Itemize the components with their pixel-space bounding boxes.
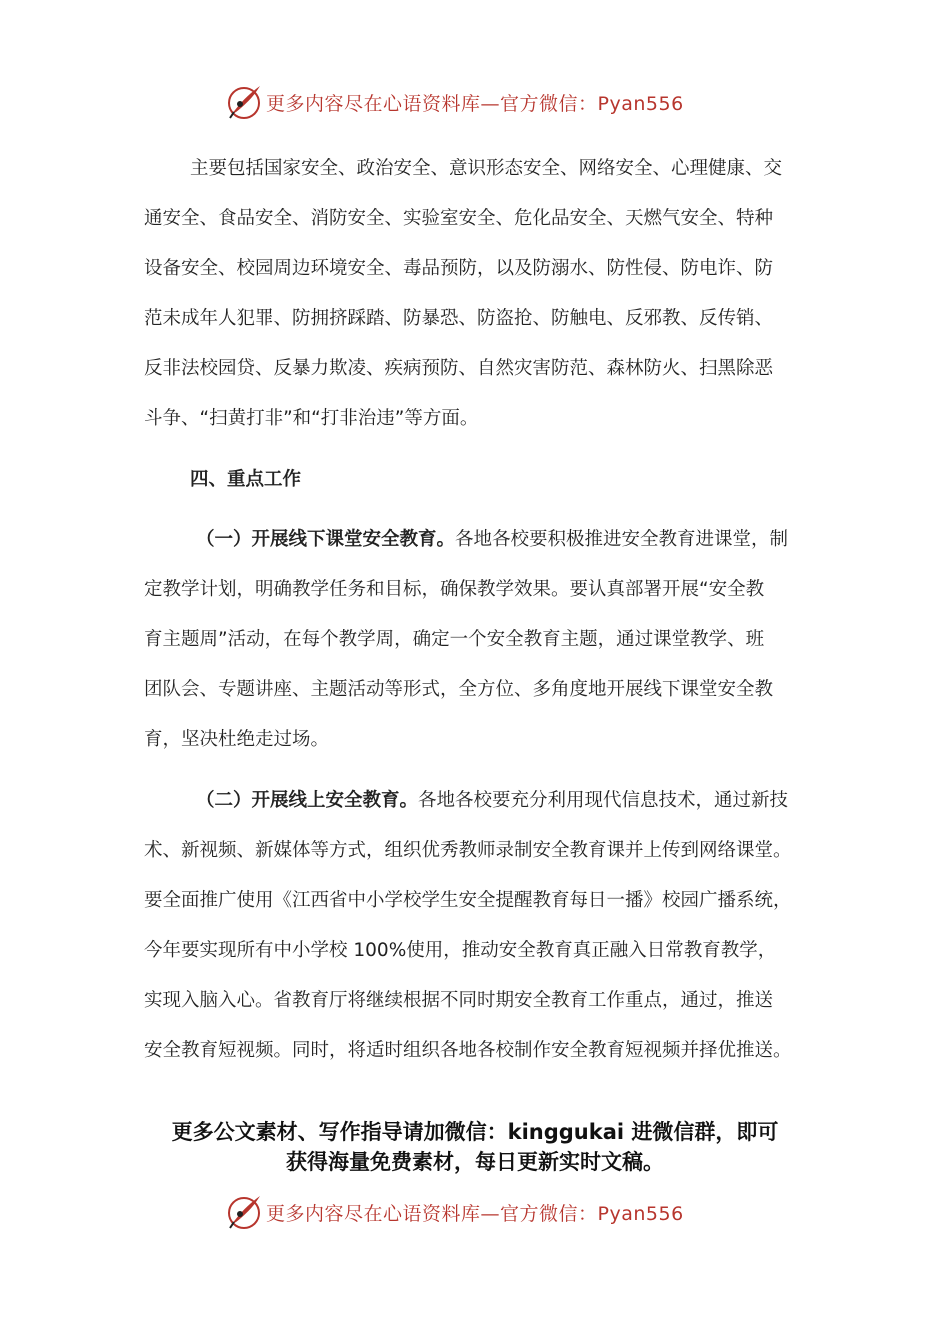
text-line: 团队会、专题讲座、主题活动等形式，全方位、多角度地开展线下课堂安全教 [144, 679, 774, 700]
intro-paragraph [144, 144, 806, 444]
text-line: 术、新视频、新媒体等方式，组织优秀教师录制安全教育课并上传到网络课堂。 [144, 840, 792, 861]
banner-text: 更多内容尽在心语资料库—官方微信：Pyan556 [266, 93, 684, 115]
text-line: 范未成年人犯罪、防拥挤踩踏、防暴恐、防盗抢、防触电、反邪教、反传销、 [144, 308, 774, 329]
text-line: 反非法校园贷、反暴力欺凌、疾病预防、自然灾害防范、森林防火、扫黑除恶 [144, 358, 774, 379]
footer-line-1: 更多公文素材、写作指导请加微信：kinggukai 进微信群，即可 [171, 1120, 779, 1144]
text-line: 今年要实现所有中小学校 100%使用，推动安全教育真正融入日常教育教学， [144, 940, 777, 961]
text-line: 实现入脑入心。省教育厅将继续根据不同时期安全教育工作重点，通过，推送 [144, 990, 774, 1011]
text-line: （二）开展线上安全教育。各地各校要充分利用现代信息技术，通过新技 [196, 790, 789, 811]
footer-banner [0, 1190, 950, 1236]
text-line: 育主题周”活动，在每个教学周，确定一个安全教育主题，通过课堂教学、班 [144, 629, 765, 650]
item2-lead: （二）开展线上安全教育。 [196, 790, 419, 811]
text-line: 设备安全、校园周边环境安全、毒品预防，以及防溺水、防性侵、防电诈、防 [144, 258, 774, 279]
item1-lead: （一）开展线下课堂安全教育。 [196, 529, 456, 550]
banner-wechat-id: Pyan556 [597, 1203, 684, 1225]
banner-text: 更多内容尽在心语资料库—官方微信：Pyan556 [266, 1203, 684, 1225]
text-line: 要全面推广使用《江西省中小学校学生安全提醒教育每日一播》校园广播系统， [144, 890, 792, 911]
header-banner [0, 80, 950, 126]
text-line: 定教学计划，明确教学任务和目标，确保教学效果。要认真部署开展“安全教 [144, 579, 765, 600]
text-line: 通安全、食品安全、消防安全、实验室安全、危化品安全、天燃气安全、特种 [144, 208, 774, 229]
text-line: （一）开展线下课堂安全教育。各地各校要积极推进安全教育进课堂，制 [196, 529, 789, 550]
text-line: 安全教育短视频。同时，将适时组织各地各校制作安全教育短视频并择优推送。 [144, 1040, 792, 1061]
text-line: 斗争、“扫黄打非”和“打非治违”等方面。 [144, 408, 479, 429]
footer-note [0, 1117, 950, 1177]
banner-wechat-id: Pyan556 [597, 93, 684, 115]
footer-line-2: 获得海量免费素材，每日更新实时文稿。 [286, 1150, 664, 1174]
section-heading: 四、重点工作 [190, 469, 302, 490]
item2-paragraph [144, 776, 806, 1076]
quill-logo-icon [224, 1192, 264, 1232]
text-line: 主要包括国家安全、政治安全、意识形态安全、网络安全、心理健康、交 [190, 158, 783, 179]
text-line: 育，坚决杜绝走过场。 [144, 729, 330, 750]
item1-paragraph [144, 515, 806, 765]
quill-logo-icon [224, 82, 264, 122]
